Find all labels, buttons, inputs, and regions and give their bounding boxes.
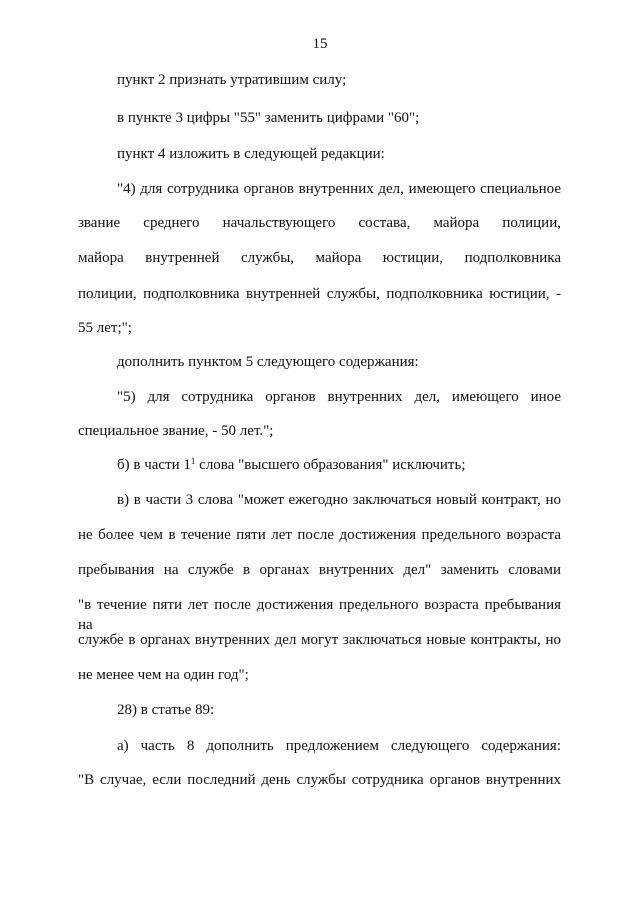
text-line: майора внутренней службы, майора юстиции, подполковника [78, 250, 561, 266]
text-line-with-superscript [117, 455, 561, 475]
text-line-end: слова "высшего образования" исключить; [195, 457, 466, 473]
text-line-start: б) в части 1 [117, 457, 191, 473]
text-line: "В случае, если последний день службы сотрудника органов внутренних [78, 772, 561, 788]
text-line: пункт 4 изложить в следующей редакции: [117, 146, 385, 162]
text-line: "5) для сотрудника органов внутренних дел, имеющего иное [117, 389, 561, 405]
text-line: "4) для сотрудника органов внутренних дел, имеющего специальное [117, 181, 561, 197]
text-line: службе в органах внутренних дел могут заключаться новые контракты, но [78, 632, 561, 648]
text-line: дополнить пунктом 5 следующего содержания: [117, 354, 419, 370]
text-line: не более чем в течение пяти лет после достижения предельного возраста [78, 527, 561, 543]
text-line: пункт 2 признать утратившим силу; [117, 72, 347, 88]
text-line: пребывания на службе в органах внутренних дел" заменить словами [78, 562, 561, 578]
text-line: в) в части 3 слова "может ежегодно заключаться новый контракт, но [117, 492, 561, 508]
text-line: 28) в статье 89: [117, 702, 215, 718]
text-line: полиции, подполковника внутренней службы, подполковника юстиции, - [78, 286, 561, 302]
text-line: "в течение пяти лет после достижения предельного возраста пребывания на [78, 597, 561, 633]
text-line: специальное звание, - 50 лет."; [78, 423, 274, 439]
text-line: 55 лет;"; [78, 320, 132, 336]
superscript: 1 [190, 456, 196, 466]
text-line: звание среднего начальствующего состава, майора полиции, [78, 215, 561, 231]
text-line: в пункте 3 цифры "55" заменить цифрами "60"; [117, 110, 420, 126]
text-line: не менее чем на один год"; [78, 667, 249, 683]
page-number: 15 [312, 36, 328, 52]
text-line: а) часть 8 дополнить предложением следующего содержания: [117, 738, 561, 754]
